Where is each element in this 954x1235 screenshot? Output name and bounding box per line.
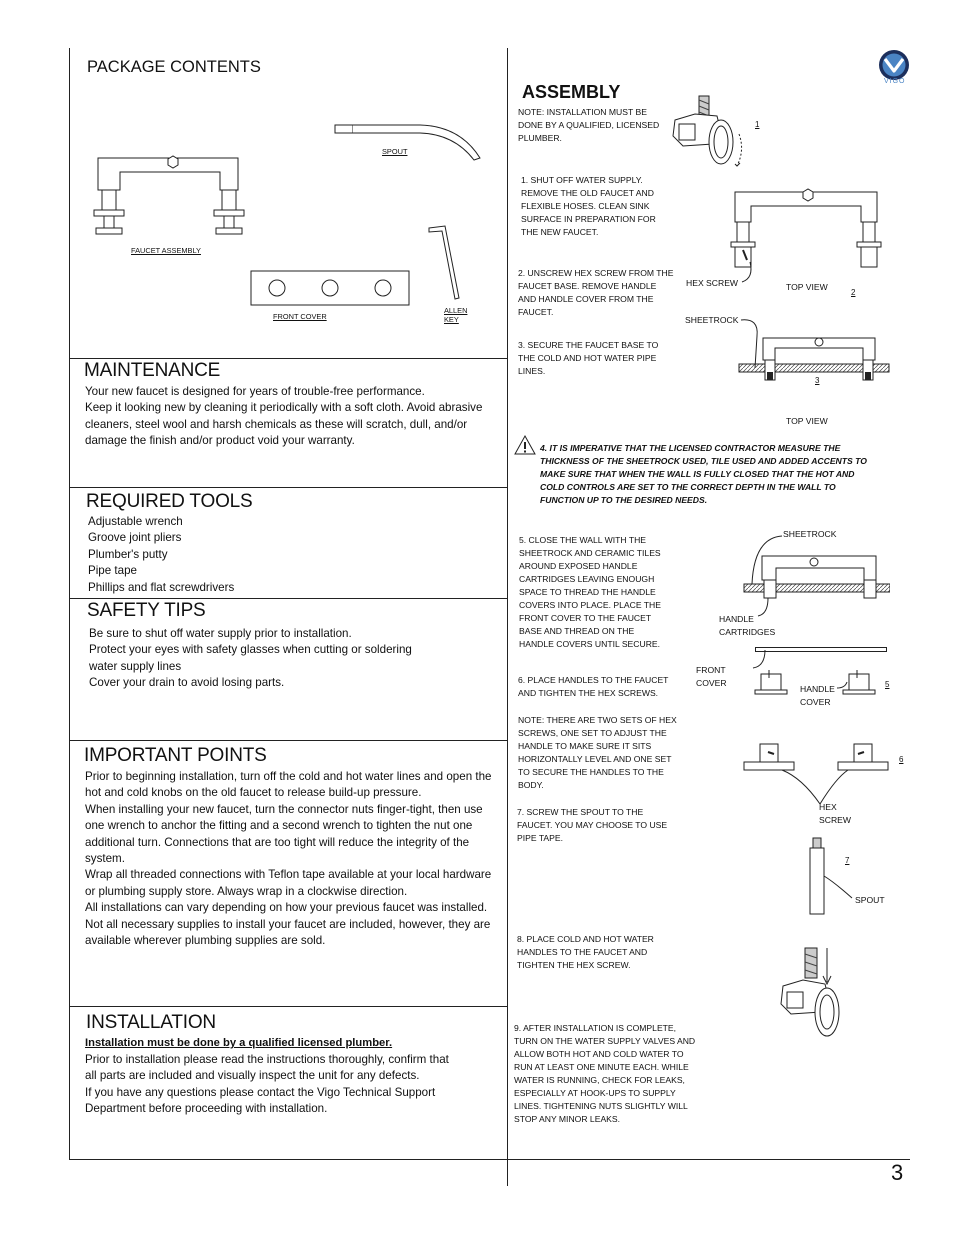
fig-6-number: 6 bbox=[899, 755, 904, 764]
fig-7-number: 7 bbox=[845, 856, 850, 865]
faucet-assembly-drawing bbox=[92, 152, 250, 242]
top-view-label-2: TOP VIEW bbox=[786, 416, 828, 426]
vigo-logo bbox=[876, 48, 912, 90]
assembly-step-1: 1. SHUT OFF WATER SUPPLY. REMOVE THE OLD FAUCET AND FLEXIBLE HOSES. CLEAN SINK SURFACE IN PREPARATION FOR THE NEW FAUCET. bbox=[521, 175, 656, 237]
allen-key-drawing bbox=[425, 222, 465, 304]
fig-3-number: 3 bbox=[815, 376, 820, 385]
sheetrock-label-2: SHEETROCK bbox=[783, 529, 837, 539]
fig-2-number: 2 bbox=[851, 288, 856, 297]
tool-item: Adjustable wrench bbox=[88, 515, 183, 528]
divider-important bbox=[69, 740, 507, 741]
bottom-rule bbox=[69, 1159, 910, 1160]
assembly-note: NOTE: INSTALLATION MUST BE DONE BY A QUALIFIED, LICENSED PLUMBER. bbox=[518, 107, 660, 143]
handle-cover-label: HANDLE COVER bbox=[800, 684, 835, 707]
maintenance-text: Your new faucet is designed for years of trouble-free performance. Keep it looking new by cleaning it periodically with a soft cloth. Avoid abrasive cleaners, steel wool and harsh chemicals as these will scratch, dull, and/or damage the finish and/or product void your warranty. bbox=[85, 385, 483, 448]
safety-tips-text: Be sure to shut off water supply prior to installation. Protect your eyes with safety glasses when cutting or soldering water supply lines Cover your drain to avoid losing parts. bbox=[89, 627, 412, 690]
allen-key-label: ALLEN KEY bbox=[444, 306, 468, 324]
assembly-step-4: 4. IT IS IMPERATIVE THAT THE LICENSED CONTRACTOR MEASURE THE THICKNESS OF THE SHEETROCK USED, TILE USED AND ADDED ACCENTS TO MAKE SURE THAT WHEN THE WALL IS FULLY CLOSED THAT THE HOT AND COLD CONTROLS ARE SET TO THE CORRECT DEPTH IN THE WALL TO FUNCTION UP TO THE DESIRED NEEDS. bbox=[540, 443, 867, 505]
front-cover-label: FRONT COVER bbox=[273, 312, 327, 321]
assembly-title: ASSEMBLY bbox=[522, 82, 621, 102]
center-divider bbox=[507, 48, 508, 1186]
hex-screw-leader bbox=[740, 258, 760, 284]
sheetrock-figure-3 bbox=[735, 316, 890, 386]
assembly-step-2: 2. UNSCREW HEX SCREW FROM THE FAUCET BASE. REMOVE HANDLE AND HANDLE COVER FROM THE FAUCET. bbox=[518, 268, 674, 317]
divider-maintenance bbox=[69, 358, 507, 359]
assembly-step-9: 9. AFTER INSTALLATION IS COMPLETE, TURN ON THE WATER SUPPLY VALVES AND ALLOW BOTH HOT AND COLD WATER TO RUN AT LEAST ONE MINUTE EACH. WHILE WATER IS RUNNING, CHECK FOR LEAKS, ESPECIALLY AT HOOK-UPS TO SUPPLY LINES. TIGHTENING NUTS SLIGHTLY WILL STOP ANY MINOR LEAKS. bbox=[514, 1023, 696, 1124]
warning-icon bbox=[513, 434, 537, 456]
installation-title: INSTALLATION bbox=[86, 1012, 216, 1033]
hex-screw-label: HEX SCREW bbox=[686, 278, 739, 288]
installation-text: Prior to installation please read the instructions thoroughly, confirm that all parts are included and visually inspect the unit for any defects. If you have any questions please contact the Vigo Technical Support Department before proceeding with installation. bbox=[85, 1053, 449, 1116]
handle-cartridges-label: HANDLE CARTRIDGES bbox=[719, 614, 776, 637]
fig-5-number: 5 bbox=[885, 680, 890, 689]
tool-item: Pipe tape bbox=[88, 564, 137, 578]
tool-item: Plumber's putty bbox=[88, 547, 168, 561]
front-cover-drawing bbox=[250, 270, 410, 306]
package-contents-title: PACKAGE CONTENTS bbox=[87, 58, 261, 76]
sheetrock-figure-5 bbox=[740, 528, 890, 618]
spout-drawing bbox=[330, 118, 490, 166]
divider-safety bbox=[69, 598, 507, 599]
sheetrock-label-1: SHEETROCK bbox=[685, 315, 739, 325]
page-number: 3 bbox=[891, 1160, 904, 1185]
divider-tools bbox=[69, 487, 507, 488]
valve-figure-1 bbox=[665, 92, 755, 172]
front-cover-fig-label: FRONT COVER bbox=[696, 665, 727, 688]
assembly-step-3: 3. SECURE THE FAUCET BASE TO THE COLD AND HOT WATER PIPE LINES. bbox=[518, 340, 659, 376]
assembly-step-7: 7. SCREW THE SPOUT TO THE FAUCET. YOU MAY CHOOSE TO USE PIPE TAPE. bbox=[517, 807, 668, 843]
assembly-step-5: 5. CLOSE THE WALL WITH THE SHEETROCK AND CERAMIC TILES AROUND EXPOSED HANDLE CARTRIDGES LEAVING ENOUGH SPACE TO THREAD THE HANDLE COVERS INTO PLACE. PLACE THE FRONT COVER TO THE FAUCET BASE AND THREAD ON THE HANDLE COVERS UNTIL SECURE. bbox=[519, 535, 661, 649]
required-tools-title: REQUIRED TOOLS bbox=[86, 491, 253, 512]
divider-installation bbox=[69, 1006, 507, 1007]
spout-figure-7 bbox=[800, 836, 860, 918]
spout-label: SPOUT bbox=[382, 147, 408, 156]
top-view-label-1: TOP VIEW bbox=[786, 282, 828, 292]
hex-screw-label-2: HEX SCREW bbox=[819, 802, 851, 825]
assembly-step-8: 8. PLACE COLD AND HOT WATER HANDLES TO THE FAUCET AND TIGHTEN THE HEX SCREW. bbox=[517, 934, 654, 970]
tool-item: Phillips and flat screwdrivers bbox=[88, 580, 235, 594]
left-border bbox=[69, 48, 70, 1160]
assembly-note-2: NOTE: THERE ARE TWO SETS OF HEX SCREWS, ONE SET TO ADJUST THE HANDLE TO MAKE SURE IT SITS HORIZONTALLY LEVEL AND ONE SET TO SECURE THE HANDLES TO THE BODY. bbox=[518, 715, 677, 790]
installation-warning: Installation must be done by a qualified licensed plumber. bbox=[85, 1037, 393, 1049]
required-tools-list bbox=[88, 514, 234, 596]
maintenance-title: MAINTENANCE bbox=[84, 360, 221, 381]
handles-figure-6 bbox=[740, 738, 890, 808]
tool-item: Groove joint pliers bbox=[88, 531, 182, 545]
fig-1-number: 1 bbox=[755, 120, 760, 129]
valve-figure-8 bbox=[775, 942, 845, 1040]
faucet-assembly-label: FAUCET ASSEMBLY bbox=[131, 246, 201, 255]
assembly-step-6: 6. PLACE HANDLES TO THE FAUCET AND TIGHTEN THE HEX SCREWS. bbox=[518, 675, 669, 698]
logo-text: VIGO bbox=[884, 78, 906, 85]
important-points-title: IMPORTANT POINTS bbox=[84, 745, 267, 766]
safety-tips-title: SAFETY TIPS bbox=[87, 600, 206, 621]
spout-fig-label: SPOUT bbox=[855, 895, 885, 905]
important-points-text: Prior to beginning installation, turn off the cold and hot water lines and open the hot and cold knobs on the old faucet to release build-up pressure. When installing your new faucet, turn the connector nuts finger-tight, then use one wrench to anchor the fitting and a second wrench to tighten the nut one additional turn. Connections that are too tight will reduce the integrity of the system. Wrap all threaded connections with Teflon tape available at your local hardware or plumbing supply store. Always wrap in a clockwise direction. All installations can vary depending on how your previous faucet was installed. Not all necessary supplies to install your faucet are included, however, they are available wherever plumbing supplies are sold. bbox=[85, 770, 492, 948]
